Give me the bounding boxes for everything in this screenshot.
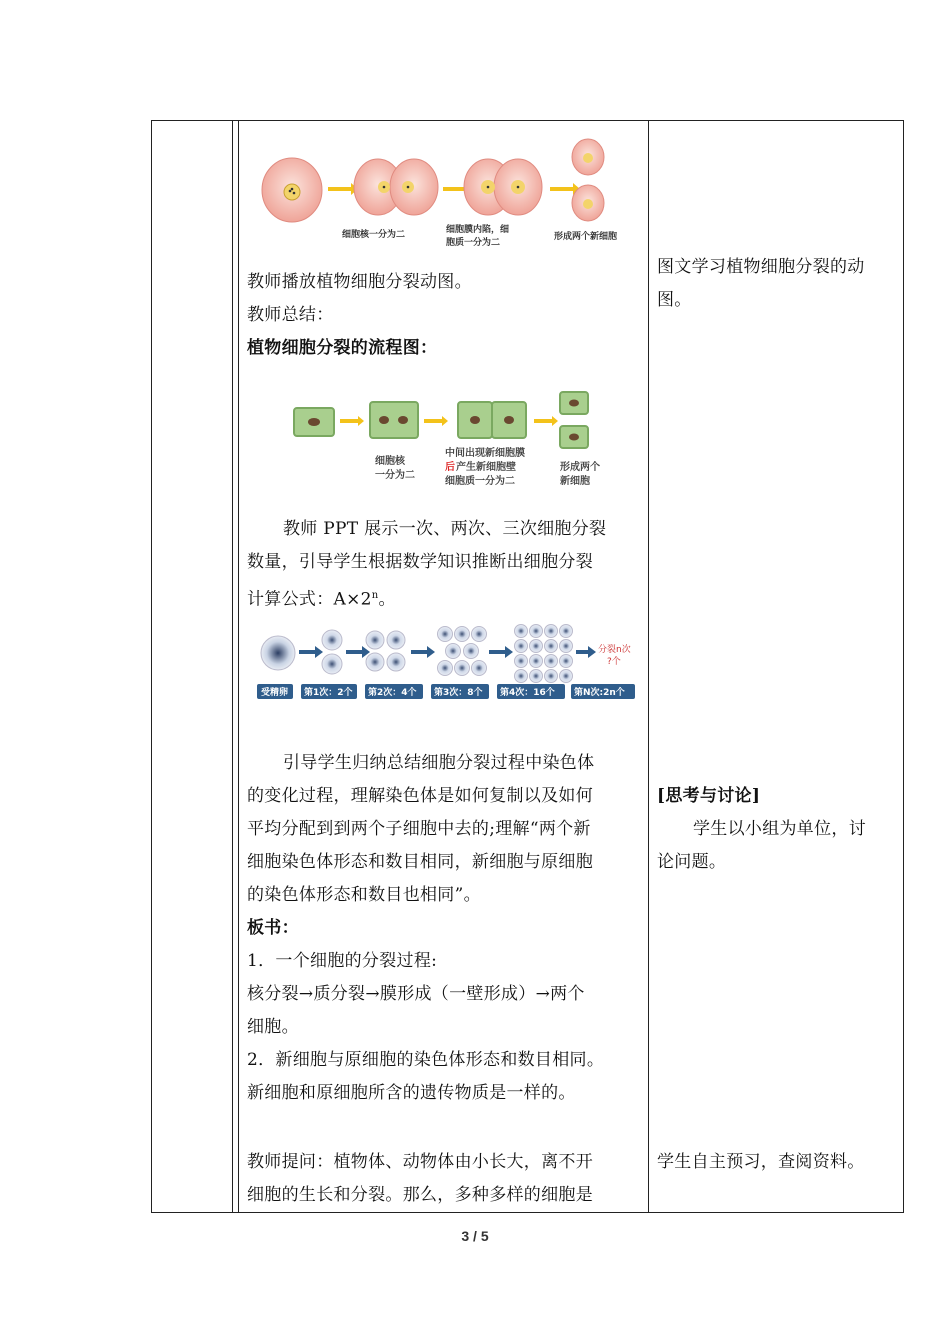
fig2-caption-2c: 细胞质一分为二 <box>445 476 515 487</box>
paragraph-line: 教师提问：植物体、动物体由小长大，离不开 <box>247 1152 593 1172</box>
fig3-chip-1: 第1次：2个 <box>304 688 353 698</box>
paragraph-line: 学生以小组为单位，讨 <box>693 819 866 839</box>
page-number: 3 / 5 <box>461 1228 489 1244</box>
formula-text: 计算公式：A×2 <box>247 589 372 610</box>
right-note <box>657 251 865 317</box>
fig3-chip-0: 受精卵 <box>261 688 289 698</box>
right-note: 学生自主预习，查阅资料。 <box>657 1152 865 1172</box>
paragraph-line: 2．新细胞与原细胞的染色体形态和数目相同。 <box>247 1050 605 1070</box>
paragraph-line <box>247 579 606 617</box>
fig3-chip-2: 第2次：4个 <box>368 688 417 698</box>
paragraph-line: 细胞染色体形态和数目相同，新细胞与原细胞 <box>247 852 593 872</box>
paragraph-line: 细胞。 <box>247 1017 299 1037</box>
fig2-caption-3a: 形成两个 <box>560 462 600 473</box>
paragraph-line: 核分裂→质分裂→膜形成（一壁形成）→两个 <box>247 984 585 1004</box>
fig3-chip-3: 第3次：8个 <box>434 688 483 698</box>
fig3-question-1: 分裂n次 <box>598 645 631 655</box>
paragraph-line: 数量，引导学生根据数学知识推断出细胞分裂 <box>247 552 593 572</box>
paragraph-line: 细胞的生长和分裂。那么，多种多样的细胞是 <box>247 1185 593 1205</box>
paragraph <box>247 747 604 1110</box>
fig1-caption-1: 细胞核一分为二 <box>342 230 406 240</box>
paragraph-line: 图。 <box>657 290 692 310</box>
cell-division-figure <box>258 135 638 250</box>
paragraph-line: 的染色体形态和数目也相同”。 <box>247 885 481 905</box>
table-divider <box>232 120 233 1213</box>
paragraph-line: 论问题。 <box>657 852 727 872</box>
formula-exponent: n <box>371 590 379 601</box>
paragraph-line: 教师 PPT 展示一次、两次、三次细胞分裂 <box>283 519 607 539</box>
paragraph-line: 新细胞和原细胞所含的遗传物质是一样的。 <box>247 1083 576 1103</box>
fig3-chip-4: 第4次：16个 <box>500 688 555 698</box>
fig2-caption-1b: 一分为二 <box>375 470 415 481</box>
paragraph <box>247 1146 593 1212</box>
board-heading: 板书： <box>247 918 299 938</box>
formula-end: 。 <box>378 589 396 610</box>
paragraph: 教师播放植物细胞分裂动图。 <box>247 272 472 292</box>
fig3-question-2: ?个 <box>607 657 621 667</box>
fig2-caption-2b: 产生新细胞壁 <box>456 462 516 473</box>
plant-cell-flowchart <box>290 390 620 490</box>
fig2-caption-2b-red: 后 <box>445 462 455 473</box>
fig1-caption-2a: 细胞膜内陷，细 <box>446 225 510 235</box>
table-divider <box>648 120 649 1213</box>
fig3-chip-5: 第N次:2n个 <box>574 688 625 698</box>
fig2-caption-2a: 中间出现新细胞膜 <box>445 448 525 459</box>
paragraph-line: 平均分配到到两个子细胞中去的;理解“两个新 <box>247 819 591 839</box>
paragraph-line: 的变化过程，理解染色体是如何复制以及如何 <box>247 786 593 806</box>
paragraph-line: 1．一个细胞的分裂过程: <box>247 951 438 971</box>
paragraph <box>247 513 606 617</box>
section-heading: 植物细胞分裂的流程图： <box>247 338 438 358</box>
right-note <box>657 780 866 879</box>
fig1-caption-3: 形成两个新细胞 <box>554 232 618 242</box>
fig2-caption-1a: 细胞核 <box>375 456 405 467</box>
table-divider <box>238 120 239 1213</box>
paragraph: 教师总结： <box>247 305 334 325</box>
paragraph-line: 引导学生归纳总结细胞分裂过程中染色体 <box>283 753 595 773</box>
paragraph-line: 图文学习植物细胞分裂的动 <box>657 257 865 277</box>
fig1-caption-2b: 胞质一分为二 <box>446 238 501 248</box>
discussion-title: [思考与讨论] <box>657 786 761 806</box>
cell-doubling-figure <box>255 622 640 704</box>
fig2-caption-3b: 新细胞 <box>560 476 590 487</box>
